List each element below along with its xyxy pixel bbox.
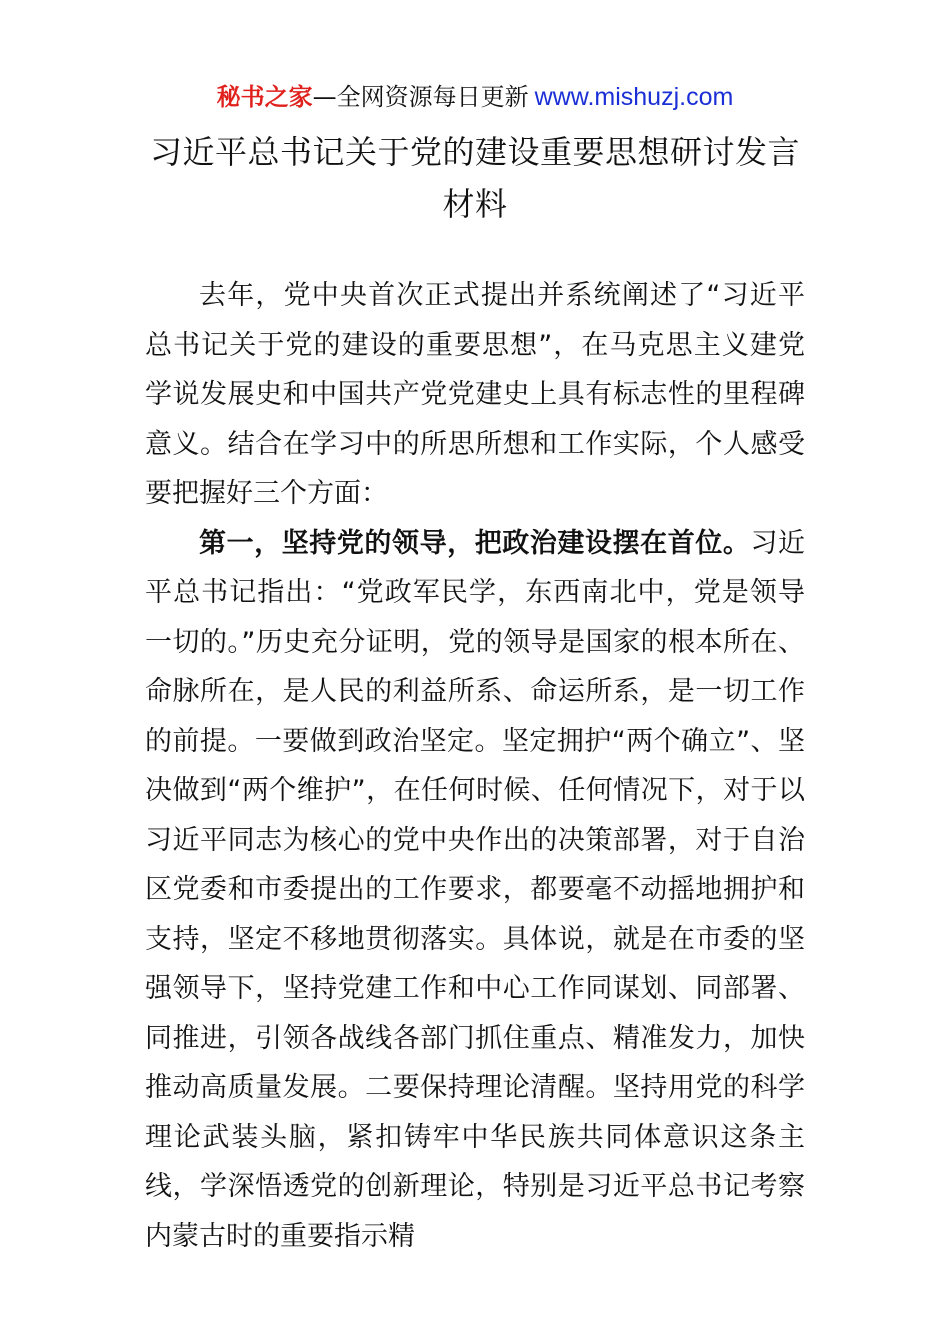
site-tagline: —全网资源每日更新 <box>312 83 529 111</box>
paragraph-text: 习近平总书记指出：“党政军民学，东西南北中，党是领导一切的。”历史充分证明，党的领导是国家的根本所在、命脉所在，是人民的利益所系、命运所系，是一切工作的前提。一要做到政治坚定。坚定拥护“两个确立”、坚决做到“两个维护”，在任何时候、任何情况下，对于以习近平同志为核心的党中央作出的决策部署，对于自治区党委和市委提出的工作要求，都要毫不动摇地拥护和支持，坚定不移地贯彻落实。具体说，就是在市委的坚强领导下，坚持党建工作和中心工作同谋划、同部署、同推进，引领各战线各部门抓住重点、精准发力，加快推动高质量发展。二要保持理论清醒。坚持用党的科学理论武装头脑，紧扣铸牢中华民族共同体意识这条主线，学深悟透党的创新理论，特别是习近平总书记考察内蒙古时的重要指示精 <box>145 527 806 1252</box>
paragraph-text: 去年，党中央首次正式提出并系统阐述了“习近平总书记关于党的建设的重要思想”，在马克思主义建党学说发展史和中国共产党党建史上具有标志性的里程碑意义。结合在学习中的所思所想和工作实际，个人感受要把握好三个方面： <box>145 280 805 509</box>
site-url-link[interactable]: www.mishuzj.com <box>534 83 734 111</box>
site-brand: 秘书之家 <box>216 83 313 111</box>
paragraph-intro <box>145 271 805 519</box>
document-body <box>145 271 805 1261</box>
document-title: 习近平总书记关于党的建设重要思想研讨发言材料 <box>149 133 800 223</box>
site-header <box>0 80 950 114</box>
paragraph-lead: 第一，坚持党的领导，把政治建设摆在首位。 <box>199 527 751 559</box>
paragraph-first-point <box>145 519 805 1262</box>
